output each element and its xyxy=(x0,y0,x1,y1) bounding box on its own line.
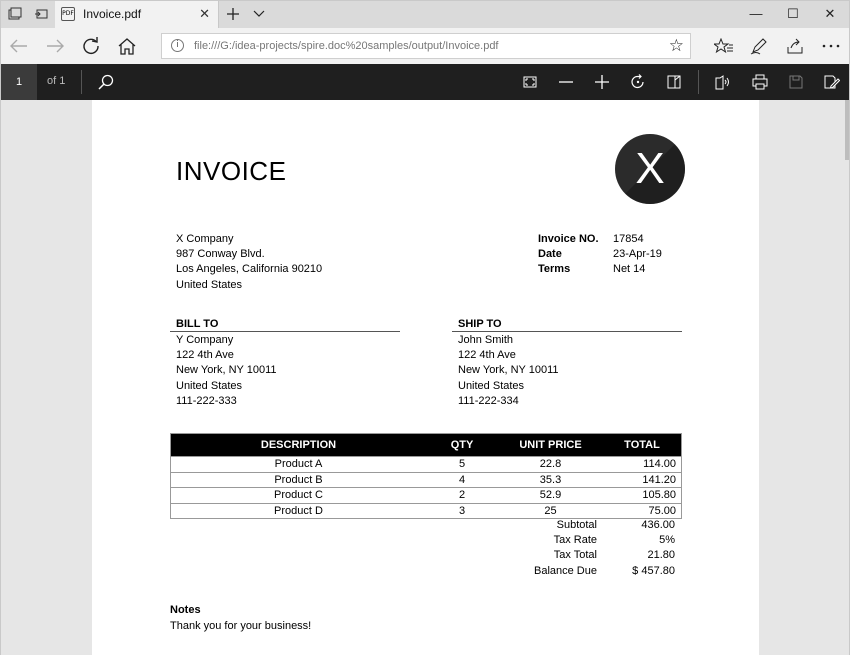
row-description: Product B xyxy=(274,473,323,486)
row-unit-price: 25 xyxy=(544,504,557,517)
ship-to-line: 111-222-334 xyxy=(458,395,519,407)
col-qty-header: QTY xyxy=(450,439,474,451)
balance-due-value: $ 457.80 xyxy=(632,565,675,577)
page-number-input[interactable]: 1 xyxy=(1,64,37,100)
terms-label: Terms xyxy=(538,263,571,275)
bill-to-line: New York, NY 10011 xyxy=(176,364,277,376)
scrollbar[interactable] xyxy=(845,100,849,160)
col-description-header: DESCRIPTION xyxy=(260,439,337,451)
ship-to-line: New York, NY 10011 xyxy=(458,364,559,376)
zoom-out-icon[interactable] xyxy=(556,72,576,92)
from-city: Los Angeles, California 90210 xyxy=(176,263,323,275)
refresh-icon[interactable] xyxy=(79,35,103,57)
address-bar xyxy=(1,28,849,64)
forward-icon[interactable] xyxy=(43,35,67,57)
page-view-icon[interactable] xyxy=(664,72,684,92)
row-qty: 3 xyxy=(458,504,466,517)
rotate-icon[interactable] xyxy=(628,72,648,92)
address-field[interactable] xyxy=(161,33,691,59)
tax-rate-label: Tax Rate xyxy=(553,534,597,546)
row-total: 75.00 xyxy=(648,504,676,517)
row-unit-price: 22.8 xyxy=(539,458,562,470)
tax-rate-value: 5% xyxy=(659,534,675,546)
row-description: Product A xyxy=(274,458,323,470)
row-description: Product C xyxy=(274,489,323,501)
favorites-list-icon[interactable] xyxy=(712,35,736,57)
invoice-number-value: 17854 xyxy=(613,233,644,245)
bill-to-line: United States xyxy=(176,380,243,392)
bill-to-rule xyxy=(170,331,400,332)
tabs-aside-icon[interactable] xyxy=(30,4,52,24)
row-qty: 5 xyxy=(458,458,466,470)
search-icon[interactable] xyxy=(96,72,116,92)
company-logo xyxy=(615,134,685,204)
back-icon[interactable] xyxy=(7,35,31,57)
ship-to-line: John Smith xyxy=(458,334,514,346)
title-bar xyxy=(1,1,849,28)
fit-page-icon[interactable] xyxy=(520,72,540,92)
from-country: United States xyxy=(176,279,243,291)
date-value: 23-Apr-19 xyxy=(613,248,662,260)
table-row xyxy=(171,456,681,472)
ship-to-heading: SHIP TO xyxy=(458,318,502,330)
ship-to-line: 122 4th Ave xyxy=(458,349,516,361)
row-total: 105.80 xyxy=(642,489,676,501)
print-icon[interactable] xyxy=(750,72,770,92)
subtotal-label: Subtotal xyxy=(556,519,597,531)
ship-to-rule xyxy=(452,331,682,332)
row-description: Product D xyxy=(274,504,323,517)
new-tab-icon[interactable] xyxy=(222,4,244,24)
zoom-in-icon[interactable] xyxy=(592,72,612,92)
tax-total-value: 21.80 xyxy=(647,549,675,561)
save-as-icon[interactable] xyxy=(822,72,842,92)
balance-due-label: Balance Due xyxy=(534,565,597,577)
save-icon[interactable] xyxy=(786,72,806,92)
tab-invoice-pdf[interactable] xyxy=(55,1,219,28)
date-label: Date xyxy=(538,248,562,260)
table-row xyxy=(171,472,681,488)
from-company: X Company xyxy=(176,233,234,245)
row-total: 114.00 xyxy=(643,458,676,470)
site-info-icon[interactable]: i xyxy=(171,39,184,52)
invoice-number-label: Invoice NO. xyxy=(538,233,599,245)
maximize-icon[interactable]: ☐ xyxy=(787,6,799,21)
tab-preview-chevron-icon[interactable] xyxy=(248,4,270,24)
table-header xyxy=(171,434,681,456)
tab-set-aside-icon[interactable] xyxy=(4,4,26,24)
terms-value: Net 14 xyxy=(613,263,646,275)
bill-to-line: 111-222-333 xyxy=(176,395,237,407)
pdf-file-icon: PDF xyxy=(61,7,75,21)
favorite-star-icon[interactable]: ☆ xyxy=(668,36,684,55)
more-icon[interactable] xyxy=(819,35,843,57)
pdf-toolbar xyxy=(1,64,849,100)
toolbar-divider xyxy=(81,70,82,94)
minimize-icon[interactable]: — xyxy=(749,6,763,21)
from-street: 987 Conway Blvd. xyxy=(176,248,265,260)
row-qty: 2 xyxy=(458,489,466,501)
url-text: file:///G:/idea-projects/spire.doc%20samples/output/Invoice.pdf xyxy=(194,40,499,52)
tax-total-label: Tax Total xyxy=(553,549,597,561)
pen-notes-icon[interactable] xyxy=(747,35,771,57)
items-table xyxy=(170,433,682,519)
read-aloud-icon[interactable] xyxy=(713,72,733,92)
row-unit-price: 35.3 xyxy=(539,473,562,486)
invoice-title: INVOICE xyxy=(176,156,287,186)
page-count: of 1 xyxy=(47,75,66,87)
close-window-icon[interactable]: ✕ xyxy=(824,6,836,21)
table-row xyxy=(171,503,681,519)
subtotal-value: 436.00 xyxy=(641,519,675,531)
tab-title: Invoice.pdf xyxy=(83,7,142,21)
home-icon[interactable] xyxy=(115,35,139,57)
bill-to-line: Y Company xyxy=(176,334,234,346)
bill-to-heading: BILL TO xyxy=(176,318,219,330)
row-total: 141.20 xyxy=(642,473,676,486)
close-tab-icon[interactable]: ✕ xyxy=(199,6,210,21)
row-qty: 4 xyxy=(458,473,466,486)
bill-to-line: 122 4th Ave xyxy=(176,349,234,361)
row-unit-price: 52.9 xyxy=(539,489,562,501)
col-total-header: TOTAL xyxy=(624,439,660,451)
logo-letter: X xyxy=(635,144,665,193)
document-viewer[interactable] xyxy=(1,100,849,655)
notes-heading: Notes xyxy=(170,604,201,616)
pdf-page xyxy=(92,100,759,655)
col-unit-price-header: UNIT PRICE xyxy=(519,439,582,451)
table-row xyxy=(171,487,681,503)
toolbar-divider xyxy=(698,70,699,94)
share-icon[interactable] xyxy=(783,35,807,57)
notes-text: Thank you for your business! xyxy=(170,620,312,632)
ship-to-line: United States xyxy=(458,380,525,392)
